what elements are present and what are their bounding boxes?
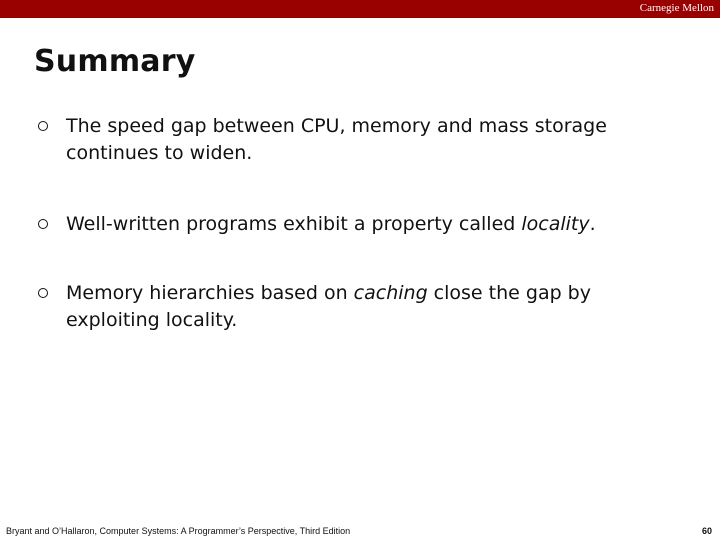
bullet-text-3 bbox=[66, 280, 676, 334]
bullet-icon bbox=[38, 219, 48, 229]
bullet-3-emphasis: caching bbox=[353, 282, 428, 304]
bullet-2-text: Well-written programs exhibit a property called bbox=[66, 213, 522, 235]
footer-credit: Bryant and O’Hallaron, Computer Systems: A Programmer’s Perspective, Third Edition bbox=[6, 526, 351, 536]
brand-label: Carnegie Mellon bbox=[639, 2, 714, 14]
bullet-text-2 bbox=[66, 211, 676, 238]
page-number: 60 bbox=[701, 526, 712, 536]
bullet-3-end: close the gap by exploiting locality. bbox=[66, 282, 591, 331]
bullet-text-1: The speed gap between CPU, memory and mass storage continues to widen. bbox=[66, 115, 607, 164]
header-bar bbox=[0, 0, 720, 18]
slide-title: Summary bbox=[34, 44, 196, 79]
bullet-2-emphasis: locality bbox=[521, 213, 590, 235]
bullet-icon bbox=[38, 288, 48, 298]
bullet-2-end: . bbox=[589, 213, 596, 235]
bullet-icon bbox=[38, 121, 48, 131]
bullet-3-text: Memory hierarchies based on bbox=[66, 282, 354, 304]
